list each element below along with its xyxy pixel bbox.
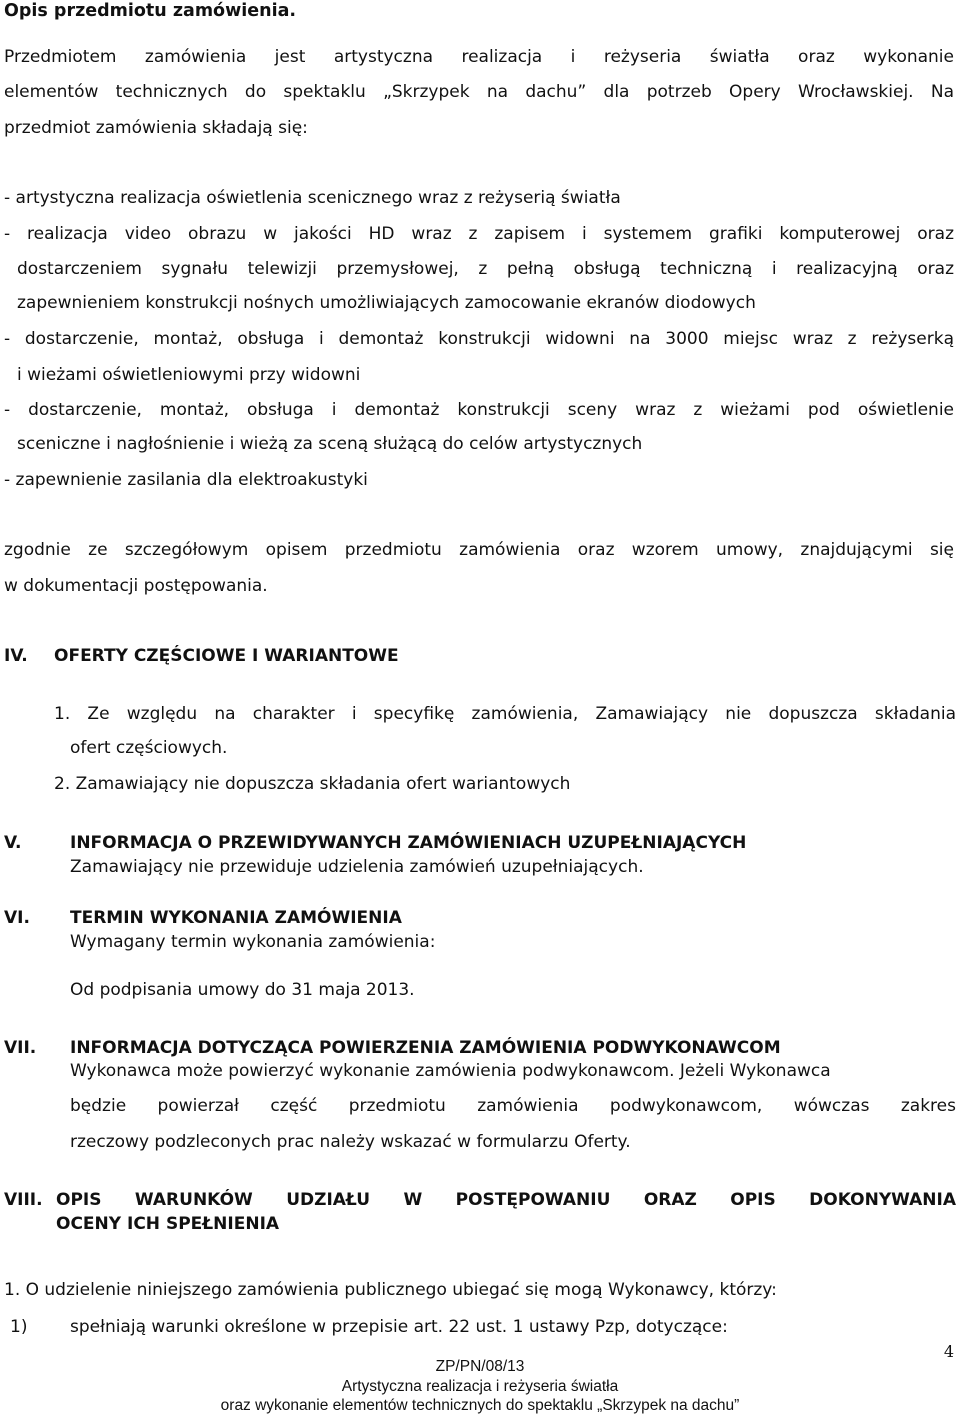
- section-viii-point-1: 1. O udzielenie niniejszego zamówienia publicznego ubiegać się mogą Wykonawcy, którzy:: [4, 1280, 777, 1300]
- section-vii-line-3: rzeczowy podzleconych prac należy wskazać w formularzu Oferty.: [70, 1132, 631, 1152]
- section-title-iv: OFERTY CZĘŚCIOWE I WARIANTOWE: [54, 646, 399, 666]
- section-number-viii: VIII.: [4, 1190, 43, 1210]
- list-item: - dostarczenie, montaż, obsługa i demontaż konstrukcji sceny wraz z wieżami pod oświetlenie: [4, 400, 954, 420]
- footer-title-line-2: oraz wykonanie elementów technicznych do spektaklu „Skrzypek na dachu”: [220, 1397, 740, 1414]
- section-number-vii: VII.: [4, 1038, 37, 1058]
- section-title-vii: INFORMACJA DOTYCZĄCA POWIERZENIA ZAMÓWIENIA PODWYKONAWCOM: [70, 1038, 781, 1058]
- list-item: dostarczeniem sygnału telewizji przemysłowej, z pełną obsługą techniczną i realizacyjną oraz: [17, 259, 954, 279]
- list-item: - realizacja video obrazu w jakości HD wraz z zapisem i systemem grafiki komputerowej oraz: [4, 224, 954, 244]
- section-vi-deadline: Od podpisania umowy do 31 maja 2013.: [70, 980, 415, 1000]
- intro-line-1: Przedmiotem zamówienia jest artystyczna realizacja i reżyseria światła oraz wykonanie: [4, 47, 954, 67]
- page-number: 4: [943, 1342, 954, 1361]
- list-item: - dostarczenie, montaż, obsługa i demontaż konstrukcji widowni na 3000 miejsc wraz z reżyserką: [4, 329, 954, 349]
- section-title-v: INFORMACJA O PRZEWIDYWANYCH ZAMÓWIENIACH UZUPEŁNIAJĄCYCH: [70, 833, 747, 853]
- section-iv-item-1-cont: ofert częściowych.: [70, 738, 228, 758]
- list-item: - artystyczna realizacja oświetlenia scenicznego wraz z reżyserią światła: [4, 188, 621, 208]
- section-number-vi: VI.: [4, 908, 30, 928]
- closing-line-1: zgodnie ze szczegółowym opisem przedmiotu zamówienia oraz wzorem umowy, znajdującymi się: [4, 540, 954, 560]
- section-vii-line-1: Wykonawca może powierzyć wykonanie zamówienia podwykonawcom. Jeżeli Wykonawca: [70, 1061, 831, 1081]
- intro-line-3: przedmiot zamówienia składają się:: [4, 118, 308, 138]
- section-iv-item-2: 2. Zamawiający nie dopuszcza składania ofert wariantowych: [54, 774, 571, 794]
- list-item: sceniczne i nagłośnienie i wieżą za sceną służącą do celów artystycznych: [17, 434, 643, 454]
- list-item: i wieżami oświetleniowymi przy widowni: [17, 365, 361, 385]
- section-title-viii-line-2: OCENY ICH SPEŁNIENIA: [56, 1214, 280, 1234]
- section-number-v: V.: [4, 833, 22, 853]
- intro-line-2: elementów technicznych do spektaklu „Skrzypek na dachu” dla potrzeb Opery Wrocławskiej. Na: [4, 82, 954, 102]
- section-viii-sub-number: 1): [10, 1317, 28, 1337]
- section-title-viii-line-1: OPIS WARUNKÓW UDZIAŁU W POSTĘPOWANIU ORAZ OPIS DOKONYWANIA: [56, 1190, 956, 1210]
- list-item: - zapewnienie zasilania dla elektroakustyki: [4, 470, 368, 490]
- section-title-vi: TERMIN WYKONANIA ZAMÓWIENIA: [70, 908, 402, 928]
- section-v-text: Zamawiający nie przewiduje udzielenia zamówień uzupełniających.: [70, 857, 644, 877]
- footer-title-line-1: Artystyczna realizacja i reżyseria światła: [341, 1378, 619, 1395]
- section-iv-item-1: 1. Ze względu na charakter i specyfikę zamówienia, Zamawiający nie dopuszcza składania: [54, 704, 956, 724]
- closing-line-2: w dokumentacji postępowania.: [4, 576, 268, 596]
- footer-ref: ZP/PN/08/13: [435, 1358, 525, 1375]
- list-item: zapewnieniem konstrukcji nośnych umożliwiających zamocowanie ekranów diodowych: [17, 293, 756, 313]
- section-heading-opis: Opis przedmiotu zamówienia.: [4, 1, 297, 21]
- section-vi-text: Wymagany termin wykonania zamówienia:: [70, 932, 436, 952]
- section-viii-sub-text: spełniają warunki określone w przepisie art. 22 ust. 1 ustawy Pzp, dotyczące:: [70, 1317, 728, 1337]
- section-number-iv: IV.: [4, 646, 28, 666]
- section-vii-line-2: będzie powierzał część przedmiotu zamówienia podwykonawcom, wówczas zakres: [70, 1096, 956, 1116]
